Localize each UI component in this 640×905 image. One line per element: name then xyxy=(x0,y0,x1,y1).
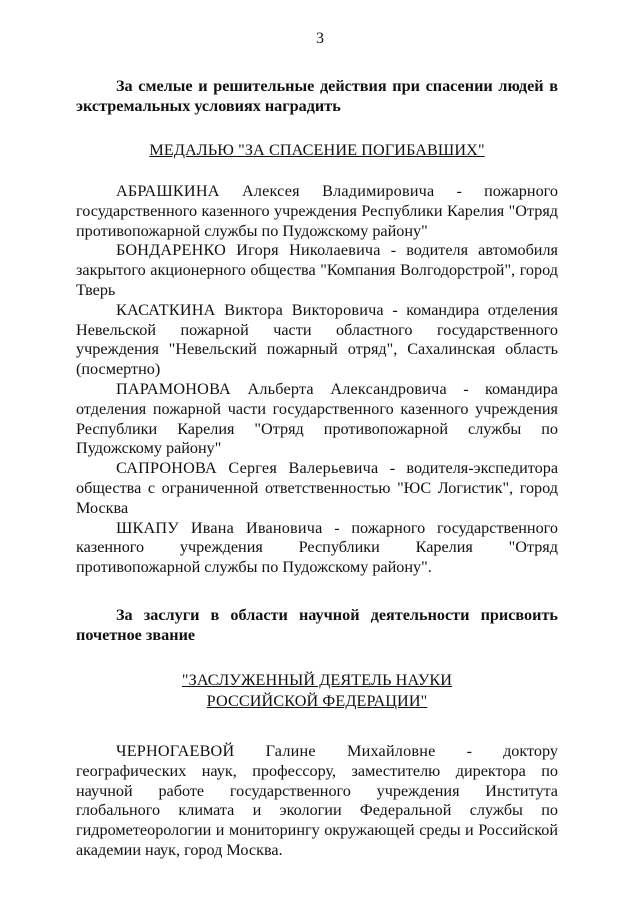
recipient-name: ЧЕРНОГАЕВОЙ Галине Михайловне xyxy=(116,741,436,760)
award-title-medal xyxy=(76,140,558,161)
recipient-entry xyxy=(76,301,558,380)
section-intro-rescue: За смелые и решительные действия при спасении людей в экстремальных условиях наградить xyxy=(76,77,558,115)
recipient-entry xyxy=(76,182,558,241)
recipient-entry xyxy=(76,459,558,518)
recipient-description: - пожарного государственного казенного учреждения Республики Карелия "Отряд противопожарной службы по Пудожскому району" xyxy=(76,182,558,240)
recipient-name: ПАРАМОНОВА Альберта Александровича xyxy=(116,379,447,398)
award-title-honorary xyxy=(76,670,558,712)
section-intro-science: За заслуги в области научной деятельности присвоить почетное звание xyxy=(76,605,558,644)
document-body xyxy=(76,70,558,861)
recipient-description: - водителя-экспедитора общества с ограниченной ответственностью "ЮС Логистик", город Москва xyxy=(76,459,559,517)
recipient-description: - водителя автомобиля закрытого акционерного общества "Компания Волгодорстрой", город Тверь xyxy=(76,241,558,299)
recipient-name: АБРАШКИНА Алексея Владимировича xyxy=(116,182,435,200)
recipient-entry xyxy=(76,519,558,578)
recipient-name: ШКАПУ Ивана Ивановича xyxy=(116,518,323,537)
page-number: 3 xyxy=(316,30,324,47)
recipient-entry xyxy=(76,241,558,300)
award-title-line: МЕДАЛЬЮ "ЗА СПАСЕНИЕ ПОГИБАВШИХ" xyxy=(149,141,485,159)
recipient-description: - доктору географических наук, профессору, заместителю директора по научной работе государственного учреждения Института глобального климата и экологии Федеральной службы по гидрометеорологии и мониторингу окружающей среды и Российской академии наук, город Москва. xyxy=(76,741,558,859)
recipient-entry xyxy=(76,742,558,861)
recipient-entry xyxy=(76,380,558,459)
recipient-description: - командира отделения пожарной части государственного казенного учреждения Республики Карелия "Отряд противопожарной службы по Пудожскому району" xyxy=(76,379,558,458)
award-title-line: РОССИЙСКОЙ ФЕДЕРАЦИИ" xyxy=(206,691,428,710)
recipient-description: - командира отделения Невельской пожарной части областного государственного учреждения "Невельский пожарный отряд", Сахалинская область (посмертно) xyxy=(76,300,558,379)
award-title-line: "ЗАСЛУЖЕННЫЙ ДЕЯТЕЛЬ НАУКИ xyxy=(181,670,453,689)
recipient-name: БОНДАРЕНКО Игоря Николаевича xyxy=(116,241,381,260)
recipient-description: - пожарного государственного казенного учреждения Республики Карелия "Отряд противопожарной службы по Пудожскому району". xyxy=(76,518,559,577)
recipient-name: САПРОНОВА Сергея Валерьевича xyxy=(116,459,379,478)
recipient-name: КАСАТКИНА Виктора Викторовича xyxy=(116,300,384,319)
